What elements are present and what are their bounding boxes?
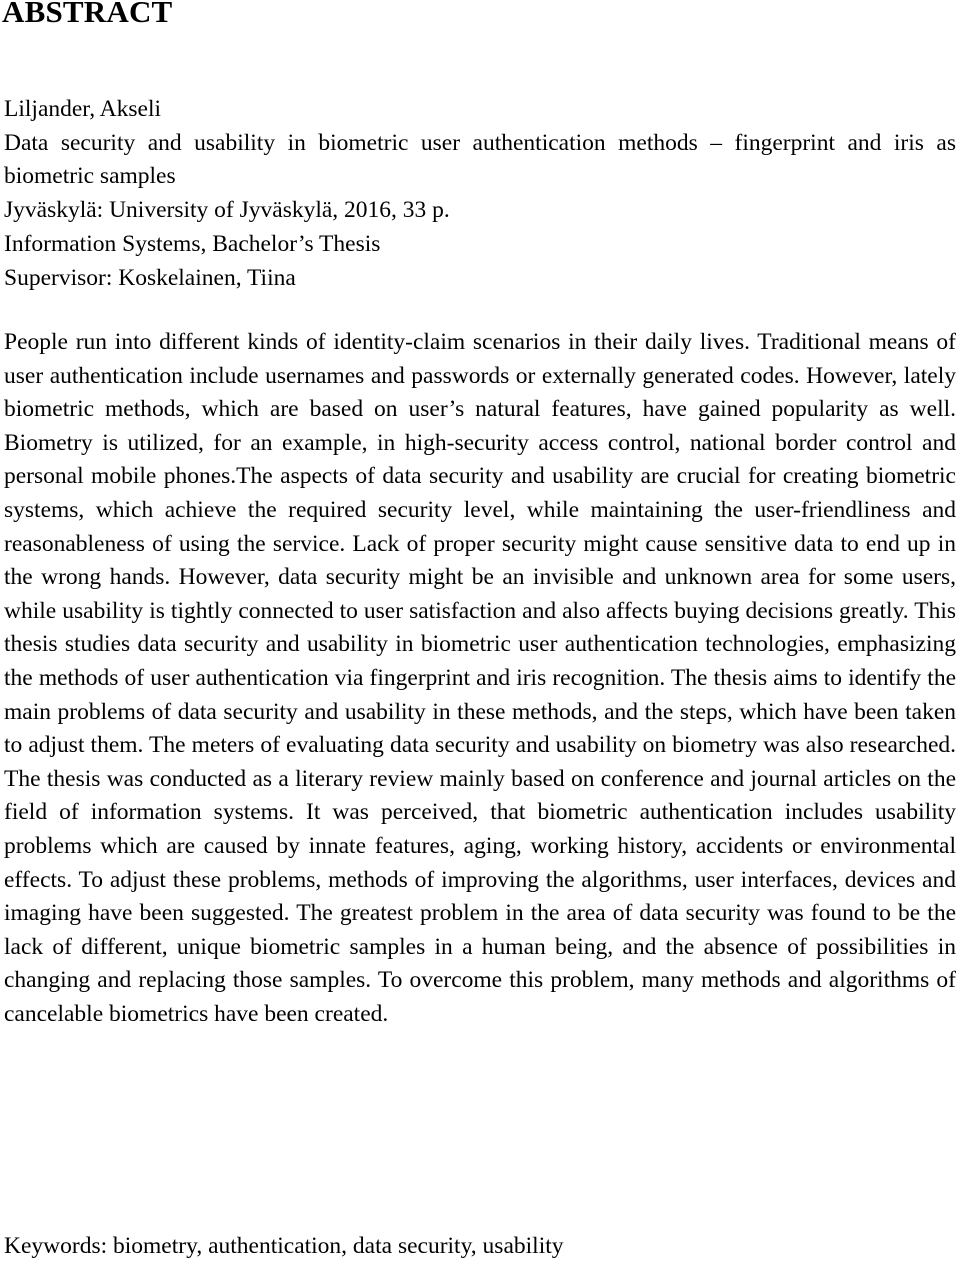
publication-line: Jyväskylä: University of Jyväskylä, 2016, 33 p. [4, 197, 450, 224]
thesis-metadata [4, 93, 956, 295]
supervisor-line: Supervisor: Koskelainen, Tiina [4, 264, 296, 291]
thesis-title-line: Data security and usability in biometric user authentication methods – fingerprint and iris as biometric samples [4, 129, 956, 190]
keywords-line: Keywords: biometry, authentication, data security, usability [4, 1233, 564, 1259]
program-line: Information Systems, Bachelor’s Thesis [4, 230, 381, 257]
page-title: ABSTRACT [2, 0, 173, 29]
author-line: Liljander, Akseli [4, 96, 161, 122]
abstract-text: People run into different kinds of identity-claim scenarios in their daily lives. Traditional means of user authentication include usernames and passwords or externally generated codes. However, lately biometric methods, which are based on user’s natural features, have gained popularity as well. Biometry is utilized, for an example, in high-security access control, national border control and personal mobile phones.The aspects of data security and usability are crucial for creating biometric systems, which achieve the required security level, while maintaining the user-friendliness and reasonableness of using the service. Lack of proper security might cause sensitive data to end up in the wrong hands. However, data security might be an invisible and unknown area for some users, while usability is tightly connected to user satisfaction and also affects buying decisions greatly. This thesis studies data security and usability in biometric user authentication technologies, emphasizing the methods of user authentication via fingerprint and iris recognition. The thesis aims to identify the main problems of data security and usability in these methods, and the steps, which have been taken to adjust them. The meters of evaluating data security and usability on biometry was also researched. The thesis was conducted as a literary review mainly based on conference and journal articles on the field of information systems. It was perceived, that biometric authentication includes usability problems which are caused by innate features, aging, working history, accidents or environmental effects. To adjust these problems, methods of improving the algorithms, user interfaces, devices and imaging have been suggested. The greatest problem in the area of data security was found to be the lack of different, unique biometric samples in a human being, and the absence of possibilities in changing and replacing those samples. To overcome this problem, many methods and algorithms of cancelable biometrics have been created. [4, 329, 956, 1027]
